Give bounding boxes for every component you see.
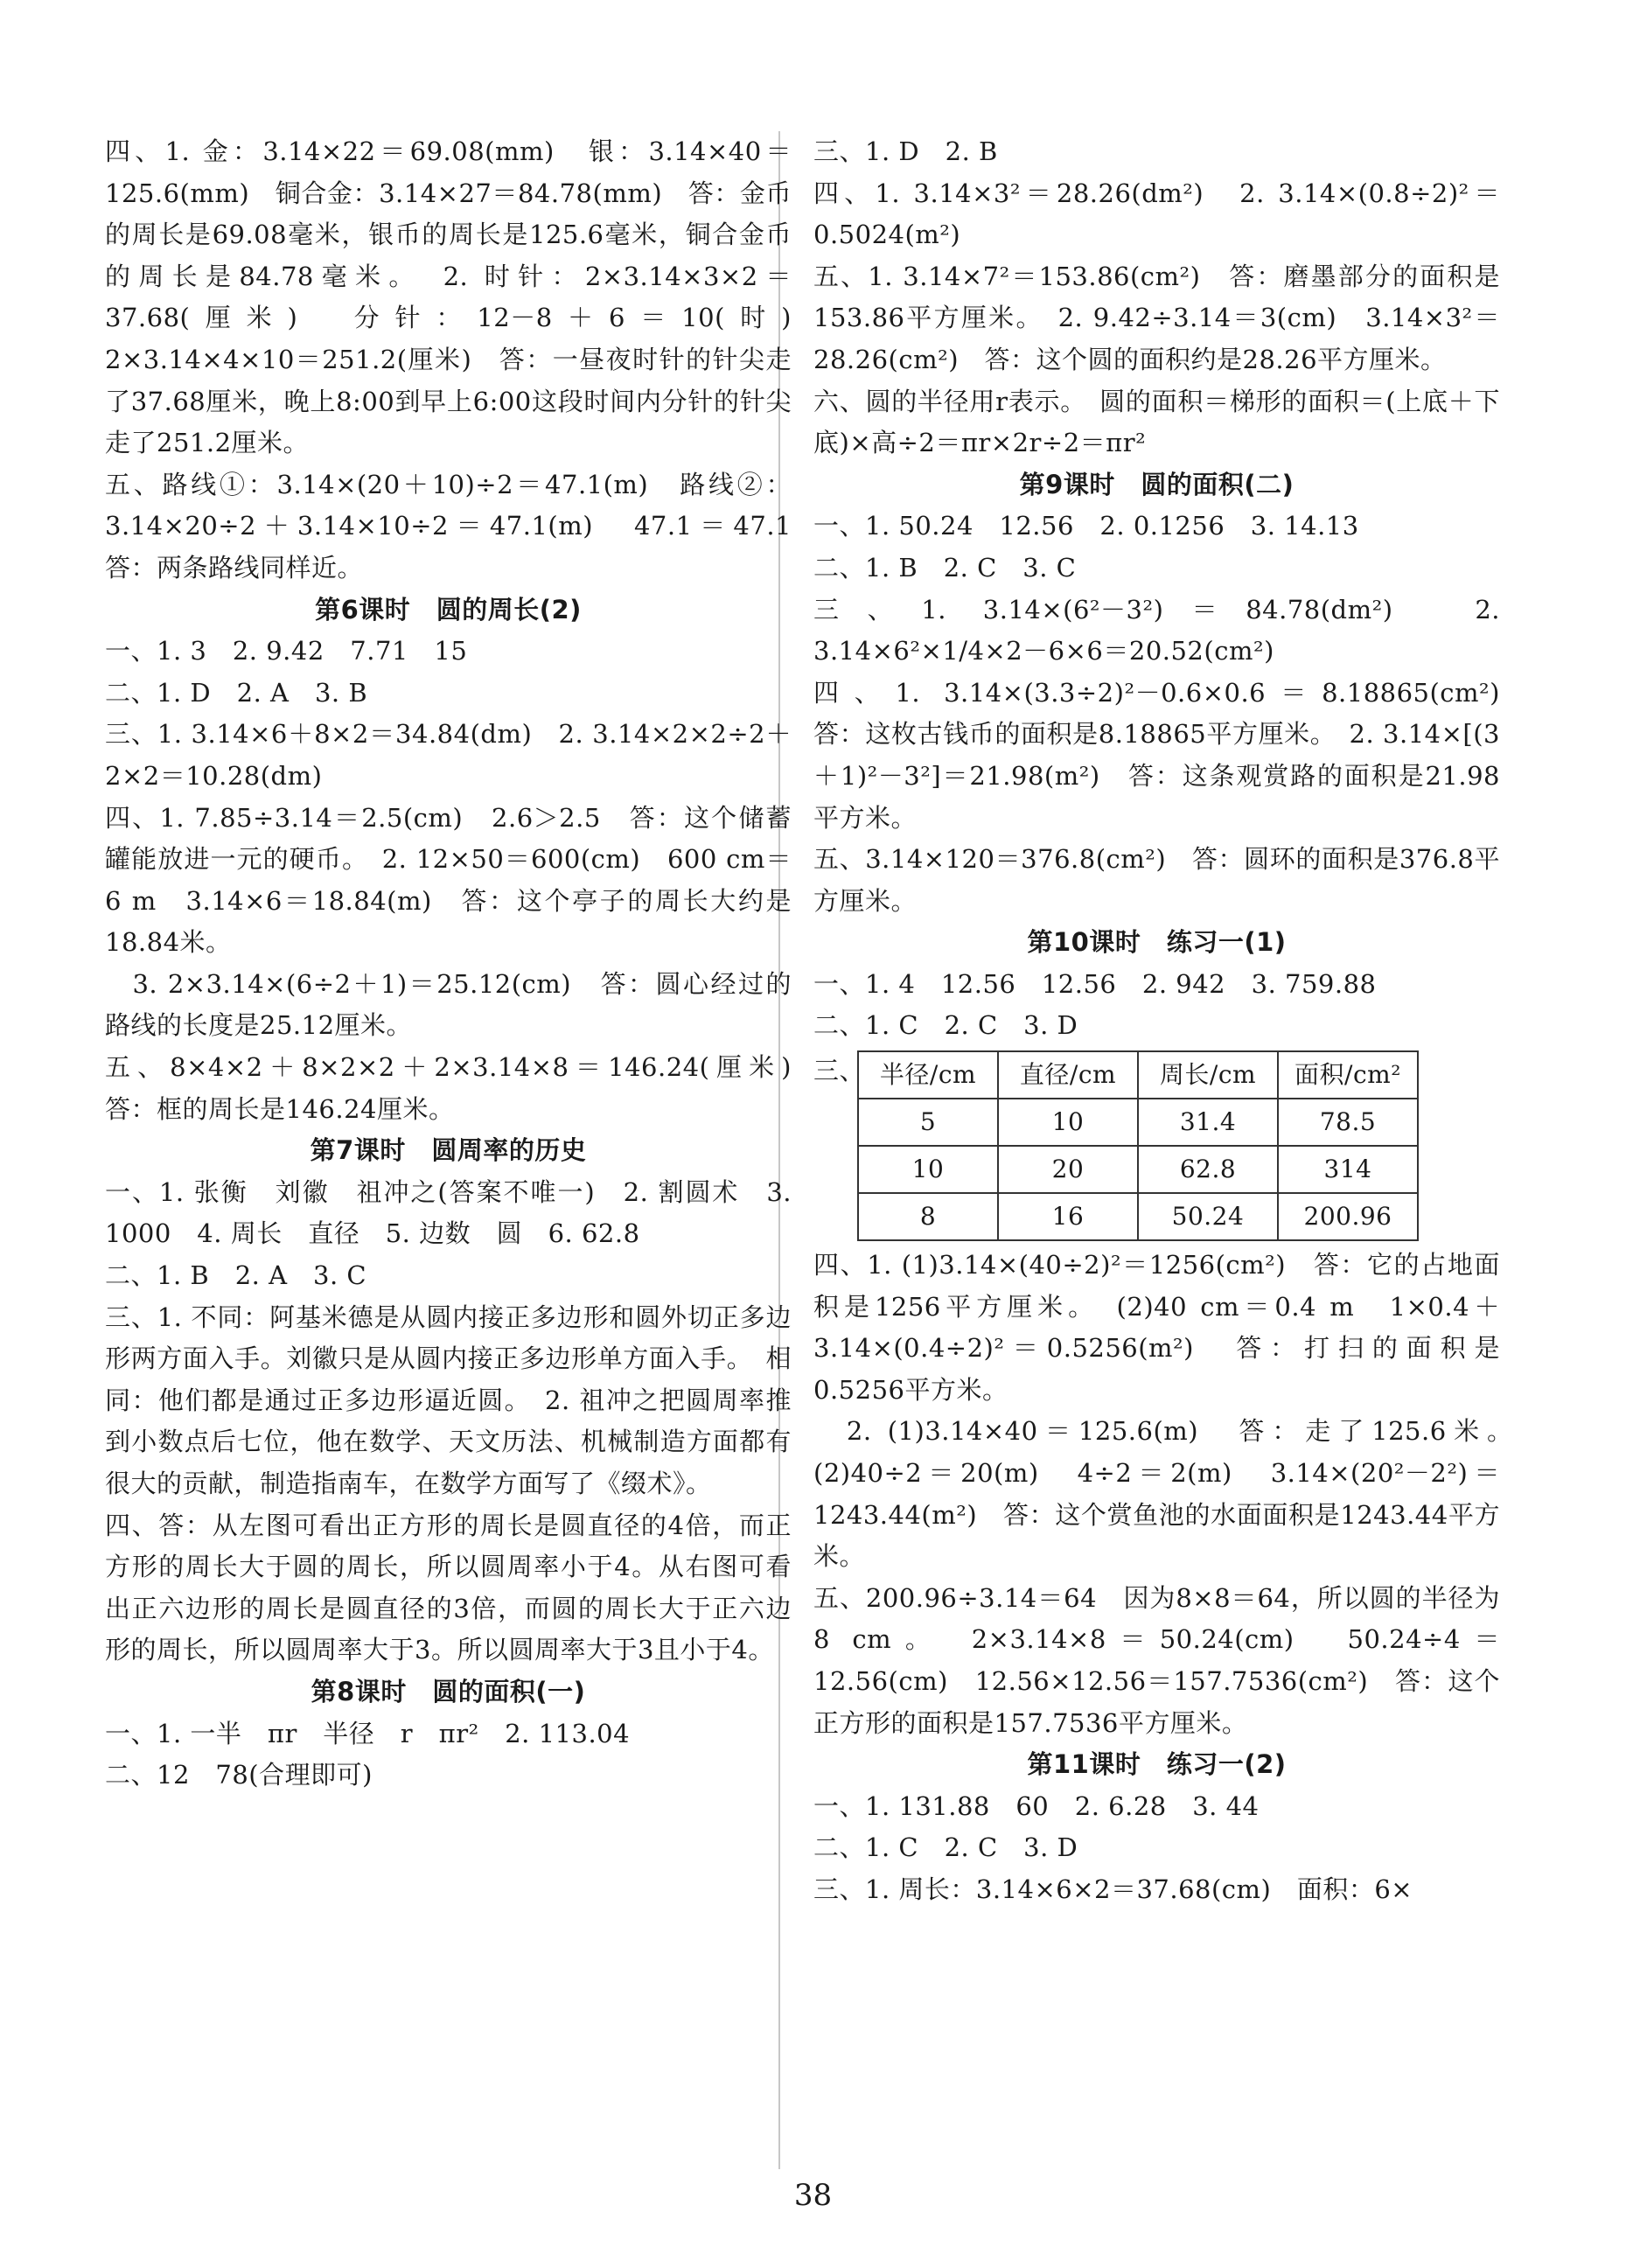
table-cell: 31.4 <box>1138 1099 1278 1146</box>
table-row <box>858 1099 1418 1146</box>
answer-paragraph: 六、圆的半径用r表示。 圆的面积＝梯形的面积＝(上底＋下底)×高÷2＝πr×2r÷2＝πr² <box>813 386 1500 458</box>
answer-paragraph: 一、1. 一半 πr 半径 r πr² 2. 113.04 <box>105 1718 631 1748</box>
circle-table <box>857 1050 1419 1241</box>
left-column <box>105 131 818 1797</box>
table-cell: 16 <box>998 1193 1138 1240</box>
answer-paragraph: 一、1. 3 2. 9.42 7.71 15 <box>105 636 468 666</box>
answer-paragraph: 二、1. C 2. C 3. D <box>813 1010 1078 1041</box>
table-cell: 314 <box>1278 1146 1418 1193</box>
answer-paragraph: 二、1. B 2. A 3. C <box>105 1260 367 1291</box>
answer-paragraph: 3. 2×3.14×(6÷2＋1)＝25.12(cm) 答：圆心经过的路线的长度是25.12厘米。 <box>105 968 792 1041</box>
table-cell: 78.5 <box>1278 1099 1418 1146</box>
answer-paragraph: 五、1. 3.14×7²＝153.86(cm²) 答：磨墨部分的面积是153.86平方厘米。 2. 9.42÷3.14＝3(cm) 3.14×3²＝28.26(cm²) 答：这个圆的面积约是28.26平方厘米。 <box>813 261 1500 374</box>
table-header-cell: 面积/cm² <box>1278 1051 1418 1099</box>
answer-paragraph: 一、1. 4 12.56 12.56 2. 942 3. 759.88 <box>813 968 1377 999</box>
answer-paragraph: 一、1. 50.24 12.56 2. 0.1256 3. 14.13 <box>813 511 1359 541</box>
circle-table-block <box>813 1050 1500 1241</box>
table-header-cell: 周长/cm <box>1138 1051 1278 1099</box>
answer-paragraph: 五、3.14×120＝376.8(cm²) 答：圆环的面积是376.8平方厘米。 <box>813 844 1500 916</box>
answer-paragraph: 四、1. 3.14×3²＝28.26(dm²) 2. 3.14×(0.8÷2)²＝0.5024(m²) <box>813 178 1500 250</box>
section-heading: 第7课时 圆周率的历史 <box>310 1135 587 1166</box>
right-column <box>813 131 1526 1911</box>
answer-paragraph: 四、答：从左图可看出正方形的周长是圆直径的4倍，而正方形的周长大于圆的周长，所以圆周率小于4。从右图可看出正六边形的周长是圆直径的3倍，而圆的周长大于正六边形的周长，所以圆周率大于3。所以圆周率大于3且小于4。 <box>105 1510 792 1665</box>
right-column-lower <box>813 1245 1526 1911</box>
answer-paragraph: 二、1. C 2. C 3. D <box>813 1832 1078 1863</box>
table-cell: 8 <box>858 1193 998 1240</box>
answer-paragraph: 2. (1)3.14×40＝125.6(m) 答：走了125.6米。 (2)40÷2＝20(m) 4÷2＝2(m) 3.14×(20²－2²)＝1243.44(m²) 答：这个赏鱼池的水面面积是1243.44平方米。 <box>813 1416 1526 1572</box>
answer-paragraph: 三、1. 3.14×(6²－3²)＝84.78(dm²) 2. 3.14×6²×1/4×2－6×6＝20.52(cm²) <box>813 594 1500 666</box>
answer-paragraph: 一、1. 张衡 刘徽 祖冲之(答案不唯一) 2. 割圆术 3. 1000 4. 周长 直径 5. 边数 圆 6. 62.8 <box>105 1176 792 1249</box>
answer-paragraph: 四、1. 7.85÷3.14＝2.5(cm) 2.6＞2.5 答：这个储蓄罐能放进一元的硬币。 2. 12×50＝600(cm) 600 cm＝6 m 3.14×6＝18.84(m) 答：这个亭子的周长大约是18.84米。 <box>105 802 792 958</box>
answer-paragraph: 五、路线①：3.14×(20＋10)÷2＝47.1(m) 路线②：3.14×20÷2＋3.14×10÷2＝47.1(m) 47.1＝47.1 答：两条路线同样近。 <box>105 469 818 583</box>
answer-paragraph: 五、8×4×2＋8×2×2＋2×3.14×8＝146.24(厘米) 答：框的周长是146.24厘米。 <box>105 1052 818 1124</box>
table-cell: 200.96 <box>1278 1193 1418 1240</box>
table-header-cell: 半径/cm <box>858 1051 998 1099</box>
answer-paragraph: 二、12 78(合理即可) <box>105 1760 373 1790</box>
table-header-row <box>858 1051 1418 1099</box>
answer-paragraph: 三、1. 不同：阿基米德是从圆内接正多边形和圆外切正多边形两方面入手。刘徽只是从圆内接正多边形单方面入手。 相同：他们都是通过正多边形逼近圆。 2. 祖冲之把圆周率推到小数点后七位，他在数学、天文历法、机械制造方面都有很大的贡献，制造指南车，在数学方面写了《缀术》。 <box>105 1301 792 1498</box>
answer-paragraph: 二、1. B 2. C 3. C <box>813 552 1077 583</box>
answer-paragraph: 三、1. 周长：3.14×6×2＝37.68(cm) 面积：6× <box>813 1874 1413 1904</box>
table-question-mark: 三、 <box>813 1056 866 1086</box>
table-cell: 62.8 <box>1138 1146 1278 1193</box>
answer-paragraph: 四、1. (1)3.14×(40÷2)²＝1256(cm²) 答：它的占地面积是1256平方厘米。 (2)40 cm＝0.4 m 1×0.4＋3.14×(0.4÷2)²＝0.5256(m²) 答：打扫的面积是0.5256平方米。 <box>813 1250 1500 1405</box>
section-heading: 第8课时 圆的面积(一) <box>311 1676 586 1706</box>
table-cell: 5 <box>858 1099 998 1146</box>
table-row <box>858 1146 1418 1193</box>
answer-paragraph: 五、200.96÷3.14＝64 因为8×8＝64，所以圆的半径为8 cm。 2×3.14×8＝50.24(cm) 50.24÷4＝12.56(cm) 12.56×12.56＝157.7536(cm²) 答：这个正方形的面积是157.7536平方厘米。 <box>813 1582 1500 1738</box>
right-column-upper <box>813 131 1526 1047</box>
page-number: 38 <box>793 2178 833 2213</box>
section-heading: 第11课时 练习一(2) <box>1027 1749 1287 1780</box>
answer-paragraph: 三、1. D 2. B <box>813 136 998 166</box>
section-heading: 第6课时 圆的周长(2) <box>315 594 582 625</box>
answer-paragraph: 三、1. 3.14×6＋8×2＝34.84(dm) 2. 3.14×2×2÷2＋2×2＝10.28(dm) <box>105 719 792 791</box>
section-heading: 第9课时 圆的面积(二) <box>1019 469 1295 499</box>
table-cell: 10 <box>858 1146 998 1193</box>
table-cell: 10 <box>998 1099 1138 1146</box>
table-cell: 20 <box>998 1146 1138 1193</box>
table-header-cell: 直径/cm <box>998 1051 1138 1099</box>
answer-paragraph: 二、1. D 2. A 3. B <box>105 677 368 708</box>
answer-paragraph: 四、1. 3.14×(3.3÷2)²－0.6×0.6＝8.18865(cm²) 答：这枚古钱币的面积是8.18865平方厘米。 2. 3.14×[(3＋1)²－3²]＝21.98(m²) 答：这条观赏路的面积是21.98平方米。 <box>813 677 1526 833</box>
table-cell: 50.24 <box>1138 1193 1278 1240</box>
answer-paragraph: 一、1. 131.88 60 2. 6.28 3. 44 <box>813 1790 1260 1821</box>
answer-paragraph: 四、1. 金：3.14×22＝69.08(mm) 银：3.14×40＝125.6(mm) 铜合金：3.14×27＝84.78(mm) 答：金币的周长是69.08毫米，银币的周长是125.6毫米，铜合金币的周长是84.78毫米。 2. 时针：2×3.14×3×2＝37.68(厘米) 分针：12－8＋6＝10(时) 2×3.14×4×10＝251.2(厘米) 答：一昼夜时针的针尖走了37.68厘米，晚上8:00到早上6:00这段时间内分针的针尖走了251.2厘米。 <box>105 136 818 458</box>
table-row <box>858 1193 1418 1240</box>
section-heading: 第10课时 练习一(1) <box>1027 927 1287 958</box>
